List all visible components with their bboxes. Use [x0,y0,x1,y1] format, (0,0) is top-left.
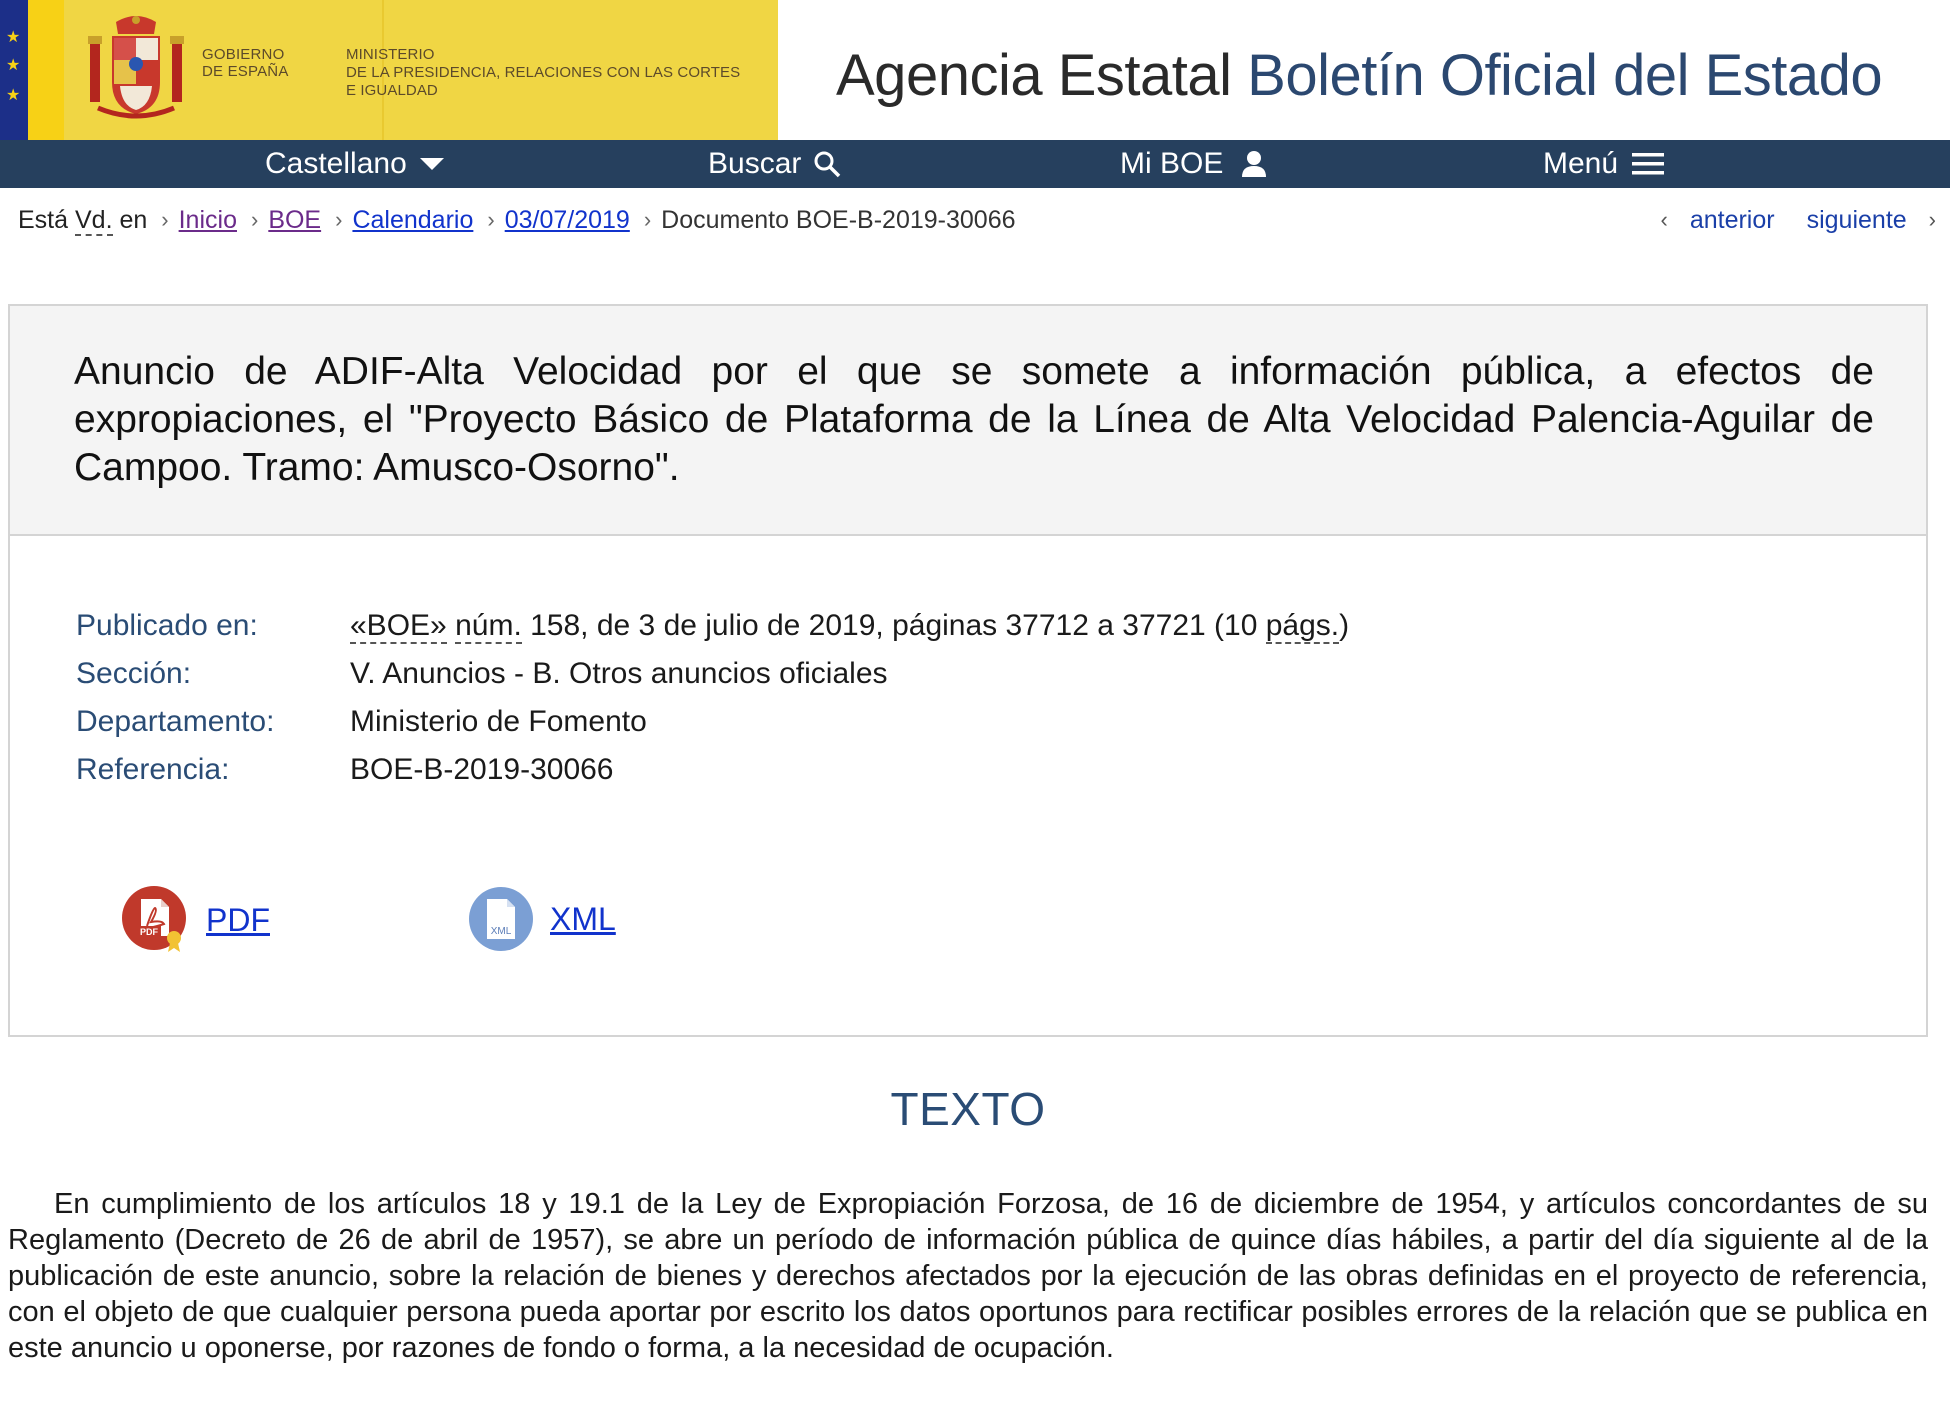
pdf-label: PDF [206,901,270,938]
section-value: V. Anuncios - B. Otros anuncios oficiales [350,657,888,690]
chevron-right-icon: › [250,207,259,232]
chevron-right-icon: › [1928,207,1936,232]
document-summary-box [8,304,1928,1037]
menu-button[interactable] [1543,140,1664,188]
document-title: Anuncio de ADIF-Alta Velocidad por el que se somete a información pública, a efectos de expropiaciones, el "Proyecto Básico de Plataforma de la Línea de Alta Velocidad Palencia-Aguilar de Campoo. Tramo: Amusco-Osorno". [74,350,1874,489]
mi-boe-button[interactable] [1120,140,1267,188]
search-label: Buscar [708,147,802,180]
search-icon [813,150,841,178]
xml-label: XML [550,900,616,937]
menu-label: Menú [1543,147,1619,180]
document-title-panel [10,306,1926,536]
body-paragraph: En cumplimiento de los artículos 18 y 19.1 de la Ley de Expropiación Forzosa, de 16 de diciembre de 1954, y artículos concordantes de su Reglamento (Decreto de 26 de abril de 1957), se abre un período de información pública de quince días hábiles, a partir del día siguiente al de la publicación de este anuncio, sobre la relación de bienes y derechos afectados por la ejecución de las obras definidas en el proyecto de referencia, con el objeto de que cualquier persona pueda aportar por escrito los datos oportunos para rectificar posibles errores de la relación que se publica en este anuncio u oponerse, por razones de fondo o forma, a la necesidad de ocupación. [8,1188,1928,1364]
reference-label: Referencia: [76,753,230,786]
breadcrumb-calendario[interactable]: Calendario [352,205,474,234]
meta-row-section [76,650,1349,698]
xml-icon [468,886,534,952]
meta-row-published [76,602,1349,650]
site-title-boe: Boletín Oficial del Estado [1247,43,1883,108]
department-value: Ministerio de Fomento [350,705,647,738]
next-link[interactable]: siguiente [1806,205,1907,234]
government-band[interactable] [64,0,778,140]
gobierno-label: GOBIERNO DE ESPAÑA [202,46,289,80]
document-metadata [76,602,1349,794]
meta-row-reference [76,746,1349,794]
published-label: Publicado en: [76,609,258,642]
chevron-left-icon: ‹ [1660,207,1668,232]
svg-text:XML: XML [490,926,512,937]
site-header [0,0,1950,140]
meta-row-department [76,698,1349,746]
hamburger-icon [1632,152,1664,176]
site-title[interactable] [836,42,1882,110]
text-section-heading: TEXTO [890,1083,1046,1135]
breadcrumb-inicio[interactable]: Inicio [178,205,237,234]
section-label: Sección: [76,657,192,690]
department-label: Departamento: [76,705,275,738]
pdf-download-link[interactable] [122,886,270,954]
search-button[interactable] [708,140,841,188]
svg-text:PDF: PDF [140,927,158,937]
pdf-icon [122,886,190,954]
previous-link[interactable]: anterior [1689,205,1775,234]
chevron-down-icon [419,157,445,171]
ministerio-label: MINISTERIO DE LA PRESIDENCIA, RELACIONES CON LAS CORTES E IGUALDAD [346,46,741,99]
chevron-right-icon: › [161,207,169,232]
main-navbar [0,140,1950,188]
breadcrumb-boe[interactable]: BOE [268,205,322,234]
chevron-right-icon: › [643,207,652,232]
coat-of-arms-icon [84,12,188,122]
breadcrumb-lead: Está Vd. en [18,205,148,234]
breadcrumb-current: Documento BOE-B-2019-30066 [661,205,1016,234]
site-title-agency: Agencia Estatal [836,43,1248,108]
document-pager [1661,202,1937,238]
breadcrumb [18,202,1016,238]
xml-download-link[interactable] [468,886,616,952]
chevron-right-icon: › [335,207,343,232]
breadcrumb-date[interactable]: 03/07/2019 [504,205,630,234]
spain-flag-icon: ★ ★ ★ [0,0,64,140]
reference-value: BOE-B-2019-30066 [350,753,614,786]
language-label: Castellano [265,147,407,180]
published-value: «BOE» núm. 158, de 3 de julio de 2019, páginas 37712 a 37721 (10 págs.) [350,609,1350,642]
language-selector[interactable] [265,140,445,188]
account-label: Mi BOE [1120,147,1224,180]
chevron-right-icon: › [487,207,495,232]
user-icon [1241,150,1267,178]
